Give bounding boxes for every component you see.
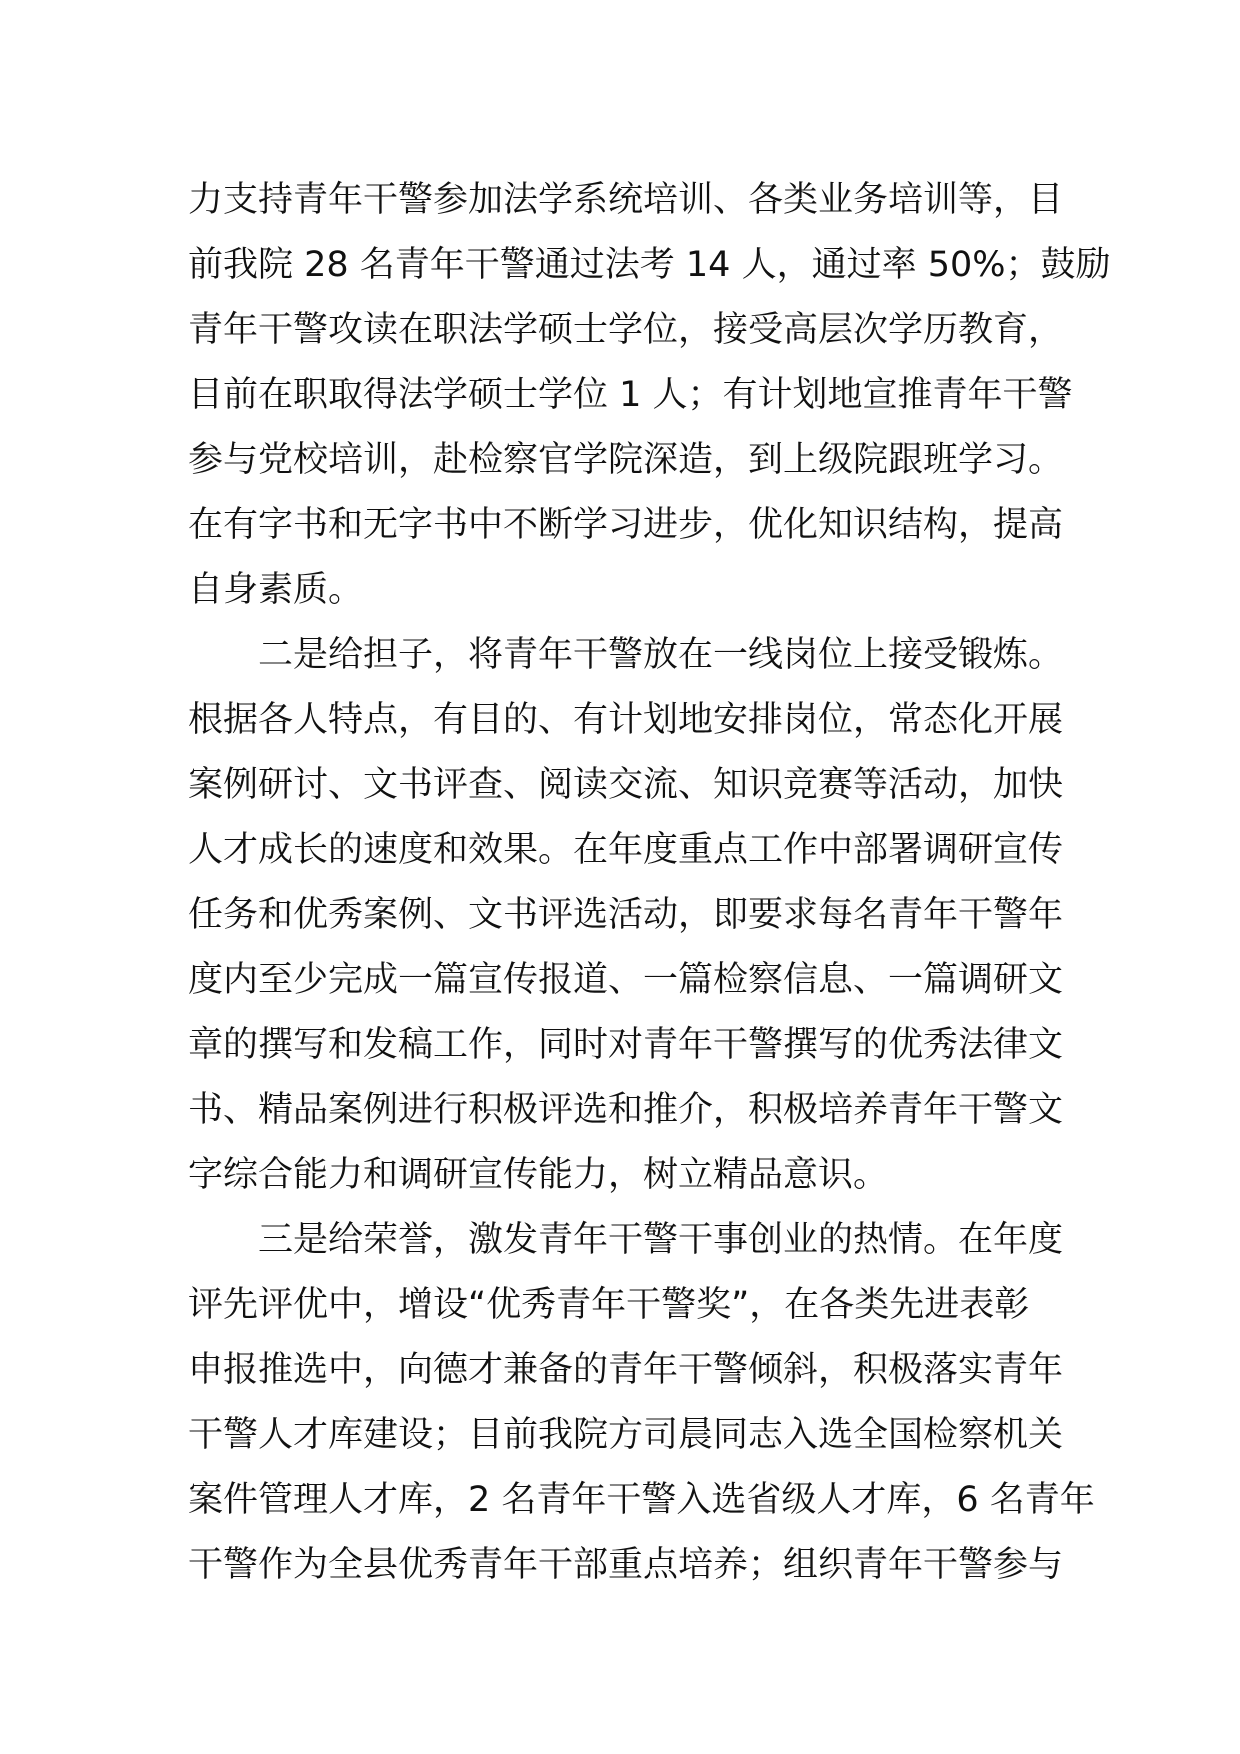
body-text — [188, 168, 1111, 1598]
text-line: 根据各人特点，有目的、有计划地安排岗位，常态化开展 — [188, 700, 1064, 740]
text-line: 目前在职取得法学硕士学位 1 人；有计划地宣推青年干警 — [188, 375, 1073, 415]
text-line: 案例研讨、文书评查、阅读交流、知识竞赛等活动，加快 — [188, 765, 1064, 805]
text-line: 字综合能力和调研宣传能力，树立精品意识。 — [188, 1155, 889, 1195]
text-line: 章的撰写和发稿工作，同时对青年干警撰写的优秀法律文 — [188, 1025, 1064, 1065]
text-line: 干警作为全县优秀青年干部重点培养；组织青年干警参与 — [188, 1545, 1064, 1585]
text-line: 自身素质。 — [188, 570, 364, 610]
paragraph-start-line: 二是给担子，将青年干警放在一线岗位上接受锻炼。 — [258, 635, 1064, 675]
text-line: 前我院 28 名青年干警通过法考 14 人，通过率 50%；鼓励 — [188, 245, 1111, 285]
text-line: 干警人才库建设；目前我院方司晨同志入选全国检察机关 — [188, 1415, 1064, 1455]
text-line: 书、精品案例进行积极评选和推介，积极培养青年干警文 — [188, 1090, 1064, 1130]
text-line: 度内至少完成一篇宣传报道、一篇检察信息、一篇调研文 — [188, 960, 1064, 1000]
text-line: 案件管理人才库，2 名青年干警入选省级人才库，6 名青年 — [188, 1480, 1095, 1520]
text-line: 在有字书和无字书中不断学习进步，优化知识结构，提高 — [188, 505, 1064, 545]
text-line: 任务和优秀案例、文书评选活动，即要求每名青年干警年 — [188, 895, 1064, 935]
text-line: 评先评优中，增设“优秀青年干警奖”，在各类先进表彰 — [188, 1285, 1030, 1325]
text-line: 人才成长的速度和效果。在年度重点工作中部署调研宣传 — [188, 830, 1064, 870]
text-line: 青年干警攻读在职法学硕士学位，接受高层次学历教育， — [188, 310, 1064, 350]
text-line: 申报推选中，向德才兼备的青年干警倾斜，积极落实青年 — [188, 1350, 1064, 1390]
text-line: 参与党校培训，赴检察官学院深造，到上级院跟班学习。 — [188, 440, 1064, 480]
text-line: 力支持青年干警参加法学系统培训、各类业务培训等，目 — [188, 180, 1064, 220]
paragraph-start-line: 三是给荣誉，激发青年干警干事创业的热情。在年度 — [258, 1220, 1064, 1260]
